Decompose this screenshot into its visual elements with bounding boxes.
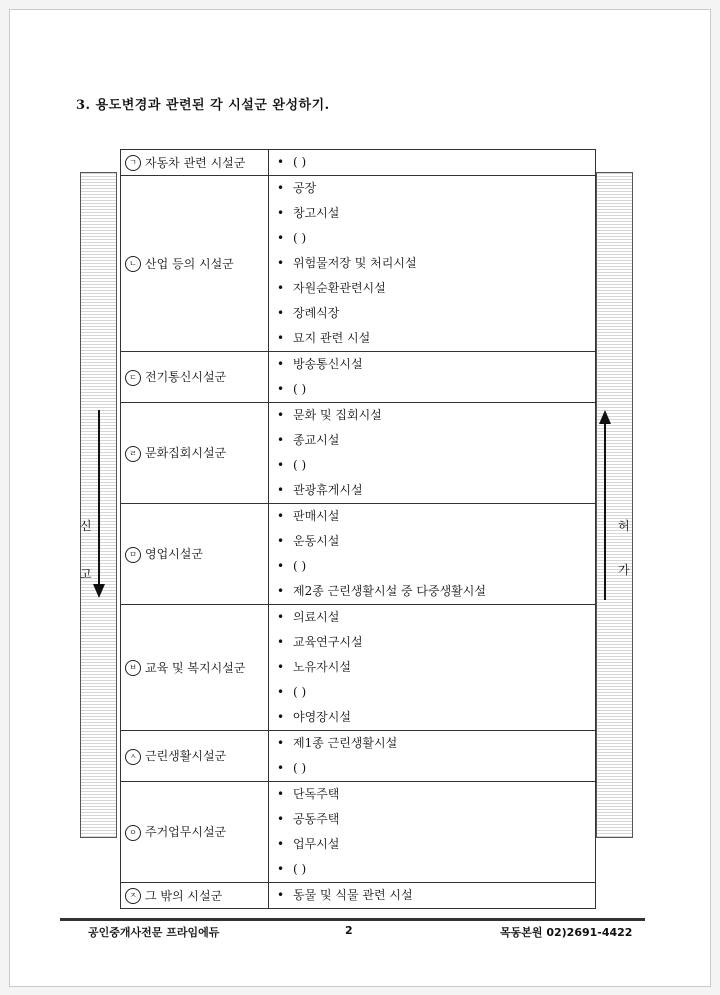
facility-item-text: 판매시설: [293, 509, 340, 523]
left-side-char-1: 신: [80, 519, 92, 533]
facility-item-text: ( ): [293, 382, 307, 396]
facility-item-text: 노유자시설: [293, 660, 351, 674]
facility-item: [277, 176, 595, 201]
bullet-icon: •: [277, 761, 285, 775]
facility-item: [277, 504, 595, 529]
facility-item: [277, 605, 595, 630]
group-items-cell: [269, 504, 596, 605]
bullet-icon: •: [277, 458, 285, 472]
group-items-cell: [269, 150, 596, 176]
facility-item: [277, 756, 595, 781]
group-row: [121, 605, 596, 731]
facility-item: [277, 579, 595, 604]
bullet-icon: •: [277, 660, 285, 674]
facility-item: [277, 857, 595, 882]
footer-publisher: 공인중개사전문 프라임에듀: [88, 926, 220, 939]
group-name-cell: [121, 731, 269, 782]
bullet-icon: •: [277, 408, 285, 422]
facility-item: [277, 731, 595, 756]
facility-item-text: 공장: [293, 181, 317, 195]
group-name: 교육 및 복지시설군: [145, 660, 246, 675]
facility-item: [277, 478, 595, 503]
facility-item-text: 장례식장: [293, 306, 340, 320]
facility-item: [277, 403, 595, 428]
facility-item: [277, 832, 595, 857]
footer-rule: [60, 918, 645, 921]
facility-item: [277, 630, 595, 655]
facility-item-text: ( ): [293, 862, 307, 876]
group-items-cell: [269, 605, 596, 731]
bullet-icon: •: [277, 331, 285, 345]
facility-group-table: [120, 149, 596, 909]
facility-item-text: 운동시설: [293, 534, 340, 548]
facility-item-text: 자원순환관련시설: [293, 281, 386, 295]
bullet-icon: •: [277, 862, 285, 876]
group-row: [121, 504, 596, 605]
group-name: 문화집회시설군: [145, 446, 227, 461]
group-mark: ㅅ: [125, 749, 141, 765]
group-mark: ㅇ: [125, 825, 141, 841]
right-side-char-2: 가: [618, 563, 630, 577]
group-items-cell: [269, 352, 596, 403]
group-mark: ㅁ: [125, 547, 141, 563]
group-row: [121, 352, 596, 403]
facility-item: [277, 226, 595, 251]
group-name-cell: [121, 504, 269, 605]
facility-item-text: ( ): [293, 761, 307, 775]
group-items-cell: [269, 731, 596, 782]
group-name-cell: [121, 605, 269, 731]
group-items-cell: [269, 176, 596, 352]
facility-item-text: 동물 및 식물 관련 시설: [293, 888, 413, 902]
group-mark: ㄱ: [125, 155, 141, 171]
facility-item: [277, 251, 595, 276]
facility-item: [277, 453, 595, 478]
facility-item-text: ( ): [293, 458, 307, 472]
bullet-icon: •: [277, 888, 285, 902]
facility-item: [277, 554, 595, 579]
group-mark: ㄹ: [125, 446, 141, 462]
group-mark: ㅈ: [125, 888, 141, 904]
group-row: [121, 150, 596, 176]
group-mark: ㄷ: [125, 370, 141, 386]
bullet-icon: •: [277, 433, 285, 447]
facility-item-text: 교육연구시설: [293, 635, 363, 649]
group-mark: ㅂ: [125, 660, 141, 676]
bullet-icon: •: [277, 155, 285, 169]
facility-item: [277, 352, 595, 377]
bullet-icon: •: [277, 837, 285, 851]
facility-item: [277, 428, 595, 453]
facility-item-text: ( ): [293, 559, 307, 573]
facility-item-text: 제1종 근린생활시설: [293, 736, 398, 750]
facility-item-text: 공동주택: [293, 812, 340, 826]
group-name-cell: [121, 150, 269, 176]
bullet-icon: •: [277, 584, 285, 598]
section-heading: 3. 용도변경과 관련된 각 시설군 완성하기.: [76, 98, 330, 113]
bullet-icon: •: [277, 812, 285, 826]
group-name-cell: [121, 403, 269, 504]
facility-item-text: 방송통신시설: [293, 357, 363, 371]
bullet-icon: •: [277, 559, 285, 573]
bullet-icon: •: [277, 710, 285, 724]
bullet-icon: •: [277, 736, 285, 750]
facility-item-text: 관광휴게시설: [293, 483, 363, 497]
group-row: [121, 883, 596, 909]
facility-item: [277, 807, 595, 832]
bullet-icon: •: [277, 382, 285, 396]
facility-item-text: 야영장시설: [293, 710, 351, 724]
bullet-icon: •: [277, 206, 285, 220]
facility-item: [277, 276, 595, 301]
bullet-icon: •: [277, 181, 285, 195]
facility-item-text: ( ): [293, 155, 307, 169]
facility-item: [277, 377, 595, 402]
facility-item: [277, 201, 595, 226]
facility-item-text: 묘지 관련 시설: [293, 331, 371, 345]
facility-item-text: 의료시설: [293, 610, 340, 624]
bullet-icon: •: [277, 685, 285, 699]
group-row: [121, 176, 596, 352]
bullet-icon: •: [277, 281, 285, 295]
group-name: 그 밖의 시설군: [145, 888, 223, 903]
facility-item-text: 제2종 근린생활시설 중 다중생활시설: [293, 584, 486, 598]
facility-item-text: ( ): [293, 685, 307, 699]
facility-item-text: 창고시설: [293, 206, 340, 220]
bullet-icon: •: [277, 483, 285, 497]
footer-page-number: 2: [345, 924, 353, 937]
bullet-icon: •: [277, 509, 285, 523]
group-name-cell: [121, 176, 269, 352]
group-row: [121, 782, 596, 883]
facility-item: [277, 883, 595, 908]
group-name: 산업 등의 시설군: [145, 256, 234, 271]
facility-item: [277, 655, 595, 680]
group-name: 영업시설군: [145, 547, 203, 562]
group-mark: ㄴ: [125, 256, 141, 272]
group-name: 자동차 관련 시설군: [145, 155, 246, 170]
bullet-icon: •: [277, 306, 285, 320]
group-name-cell: [121, 352, 269, 403]
facility-item: [277, 301, 595, 326]
right-side-char-1: 허: [618, 519, 630, 533]
facility-item-text: 단독주택: [293, 787, 340, 801]
facility-item-text: ( ): [293, 231, 307, 245]
group-items-cell: [269, 782, 596, 883]
facility-item-text: 위험물저장 및 처리시설: [293, 256, 417, 270]
group-row: [121, 731, 596, 782]
facility-item: [277, 680, 595, 705]
bullet-icon: •: [277, 635, 285, 649]
group-name: 전기통신시설군: [145, 370, 227, 385]
up-arrow-icon: [599, 410, 611, 600]
facility-item: [277, 529, 595, 554]
footer-contact: 목동본원 02)2691-4422: [500, 926, 633, 939]
group-row: [121, 403, 596, 504]
down-arrow-icon: [93, 410, 105, 598]
group-name-cell: [121, 883, 269, 909]
bullet-icon: •: [277, 357, 285, 371]
bullet-icon: •: [277, 534, 285, 548]
bullet-icon: •: [277, 231, 285, 245]
left-side-char-2: 고: [80, 567, 92, 581]
group-name: 근린생활시설군: [145, 749, 227, 764]
facility-item: [277, 326, 595, 351]
facility-item: [277, 150, 595, 175]
bullet-icon: •: [277, 610, 285, 624]
facility-item: [277, 705, 595, 730]
group-items-cell: [269, 403, 596, 504]
facility-item-text: 종교시설: [293, 433, 340, 447]
facility-item: [277, 782, 595, 807]
bullet-icon: •: [277, 256, 285, 270]
facility-item-text: 문화 및 집회시설: [293, 408, 382, 422]
bullet-icon: •: [277, 787, 285, 801]
group-name: 주거업무시설군: [145, 825, 227, 840]
group-name-cell: [121, 782, 269, 883]
group-items-cell: [269, 883, 596, 909]
facility-item-text: 업무시설: [293, 837, 340, 851]
